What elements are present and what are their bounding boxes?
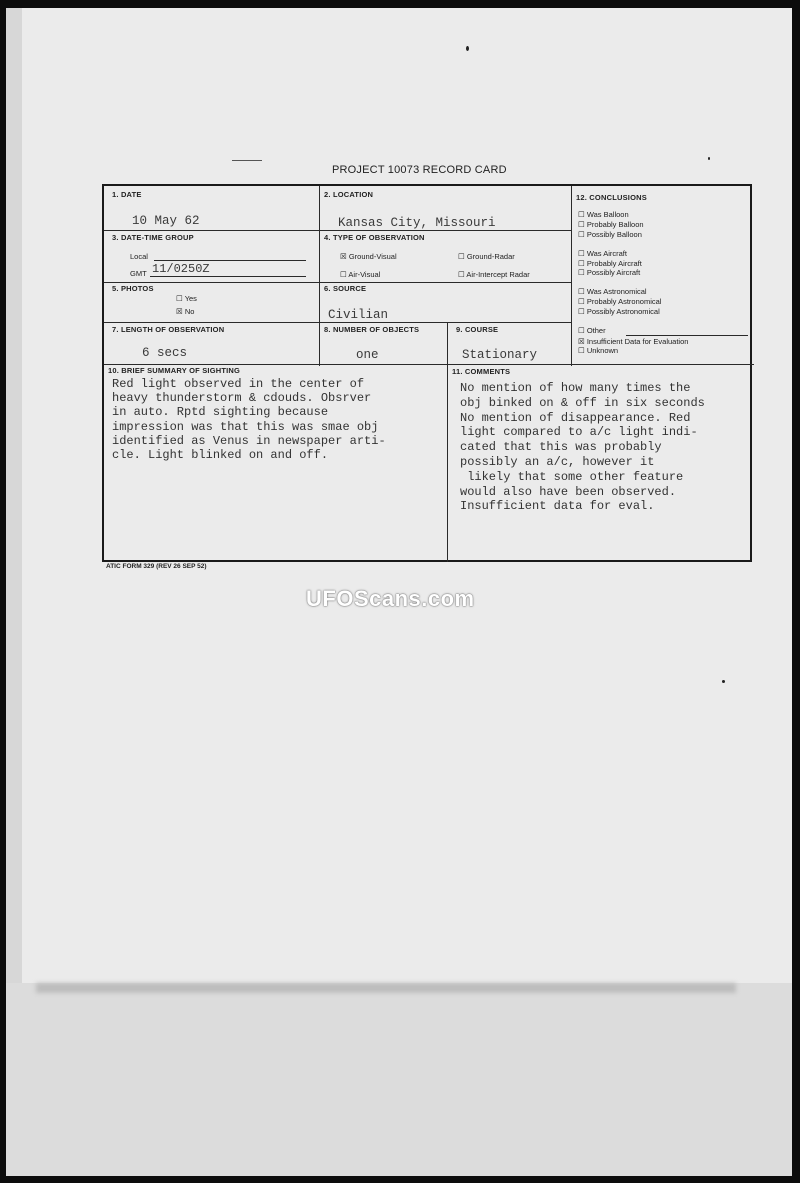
card-title: PROJECT 10073 RECORD CARD xyxy=(332,164,507,176)
conclusion-was-astronomical: ☐ Was Astronomical xyxy=(578,287,647,296)
watermark-text: UFOScans.com xyxy=(306,586,475,611)
checkbox-icon: ☐ xyxy=(176,294,183,303)
conclusion-unknown: ☐ Unknown xyxy=(578,346,619,355)
checkbox-icon: ☐ xyxy=(578,210,585,219)
checkbox-icon: ☐ xyxy=(458,252,465,261)
checkbox-checked-icon: ☒ xyxy=(176,307,183,316)
conclusion-possibly-balloon: ☐ Possibly Balloon xyxy=(578,230,642,239)
conclusion-probably-aircraft: ☐ Probably Aircraft xyxy=(578,259,642,268)
divider xyxy=(104,322,571,323)
location-value: Kansas City, Missouri xyxy=(338,216,496,230)
divider xyxy=(571,186,572,366)
photos-option-yes: ☐ Yes xyxy=(176,294,197,303)
checkbox-icon: ☐ xyxy=(578,326,585,335)
conclusions-label: 12. CONCLUSIONS xyxy=(576,193,647,202)
checkbox-icon: ☐ xyxy=(458,270,465,279)
scan-speck xyxy=(466,46,469,51)
objects-value: one xyxy=(356,348,379,362)
gmt-underline xyxy=(150,276,306,277)
divider xyxy=(104,230,571,231)
divider xyxy=(104,364,754,365)
source-value: Civilian xyxy=(328,308,389,322)
local-label: Local xyxy=(130,252,148,261)
location-label: 2. LOCATION xyxy=(324,190,374,199)
conclusion-other: ☐ Other xyxy=(578,326,606,335)
summary-label: 10. BRIEF SUMMARY OF SIGHTING xyxy=(108,366,241,375)
divider xyxy=(319,186,320,366)
conclusion-was-aircraft: ☐ Was Aircraft xyxy=(578,249,627,258)
date-value: 10 May 62 xyxy=(132,214,200,228)
conclusion-probably-balloon: ☐ Probably Balloon xyxy=(578,220,644,229)
scan-edge xyxy=(6,8,22,983)
checkbox-icon: ☐ xyxy=(578,297,585,306)
sheet-lower-band xyxy=(6,983,792,1176)
checkbox-icon: ☐ xyxy=(578,249,585,258)
course-value: Stationary xyxy=(462,348,538,362)
conclusion-was-balloon: ☐ Was Balloon xyxy=(578,210,629,219)
divider xyxy=(104,282,571,283)
local-underline xyxy=(154,260,306,261)
scan-speck xyxy=(722,680,725,683)
dtg-label: 3. DATE-TIME GROUP xyxy=(112,233,194,242)
checkbox-icon: ☐ xyxy=(578,307,585,316)
other-underline xyxy=(626,335,748,336)
type-option-air-visual: ☐ Air-Visual xyxy=(340,270,381,279)
checkbox-icon: ☐ xyxy=(578,346,585,355)
course-label: 9. COURSE xyxy=(456,325,499,334)
length-label: 7. LENGTH OF OBSERVATION xyxy=(112,325,225,334)
conclusion-possibly-astronomical: ☐ Possibly Astronomical xyxy=(578,307,660,316)
length-value: 6 secs xyxy=(142,346,188,360)
summary-text: Red light observed in the center of heavy thunderstorm & cdouds. Obsrver in auto. Rptd sighting because impression was that this was smae obj identified as Venus in newspaper arti- cle. Light blinked on and off. xyxy=(112,377,386,463)
form-id: ATIC FORM 329 (REV 26 SEP 52) xyxy=(106,563,207,570)
date-label: 1. DATE xyxy=(112,190,142,199)
type-option-ground-visual: ☒ Ground-Visual xyxy=(340,252,397,261)
comments-text: No mention of how many times the obj binked on & off in six seconds No mention of disappearance. Red light compared to a/c light indi- cated that this was probably possibly an a/c, however it likely that some other feature would also have been observed. Insufficient data for eval. xyxy=(460,381,705,514)
checkbox-icon: ☐ xyxy=(578,220,585,229)
objects-label: 8. NUMBER OF OBJECTS xyxy=(324,325,420,334)
gmt-value: 11/0250Z xyxy=(152,262,210,276)
conclusion-probably-astronomical: ☐ Probably Astronomical xyxy=(578,297,662,306)
type-option-ground-radar: ☐ Ground-Radar xyxy=(458,252,515,261)
fold-shadow xyxy=(36,983,736,993)
photos-option-no: ☒ No xyxy=(176,307,195,316)
checkbox-icon: ☐ xyxy=(578,259,585,268)
divider xyxy=(447,322,448,562)
checkbox-icon: ☐ xyxy=(578,268,585,277)
checkbox-icon: ☐ xyxy=(340,270,347,279)
scan-speck xyxy=(232,160,262,161)
comments-label: 11. COMMENTS xyxy=(452,367,511,376)
conclusion-possibly-aircraft: ☐ Possibly Aircraft xyxy=(578,268,641,277)
gmt-label: GMT xyxy=(130,269,147,278)
source-label: 6. SOURCE xyxy=(324,284,367,293)
checkbox-icon: ☐ xyxy=(578,287,585,296)
checkbox-checked-icon: ☒ xyxy=(578,337,585,346)
checkbox-icon: ☐ xyxy=(578,230,585,239)
conclusion-insufficient-data: ☒ Insufficient Data for Evaluation xyxy=(578,337,689,346)
type-label: 4. TYPE OF OBSERVATION xyxy=(324,233,425,242)
checkbox-checked-icon: ☒ xyxy=(340,252,347,261)
photos-label: 5. PHOTOS xyxy=(112,284,154,293)
record-card xyxy=(102,184,752,562)
scan-speck xyxy=(708,157,710,160)
type-option-air-intercept-radar: ☐ Air-Intercept Radar xyxy=(458,270,530,279)
